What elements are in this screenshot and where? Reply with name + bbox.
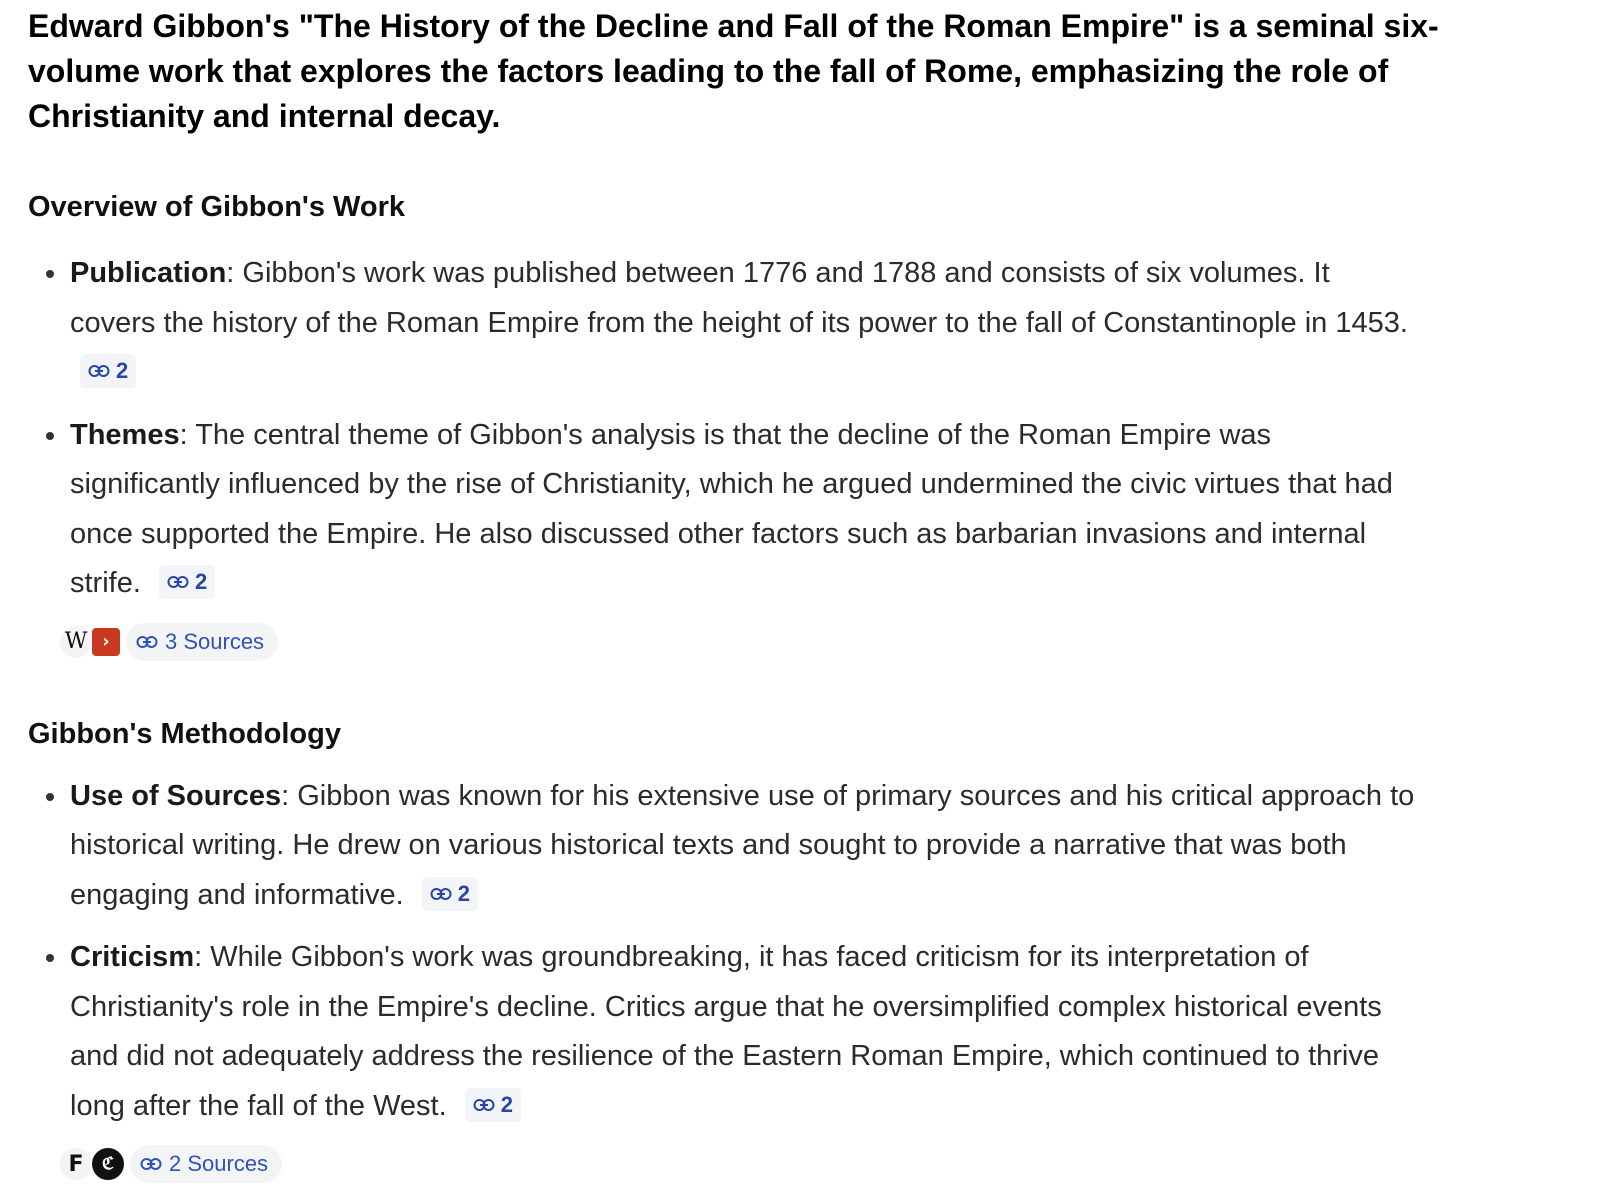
citation-button[interactable] [80, 354, 136, 388]
bullet-list-overview [28, 249, 1572, 609]
sources-row [58, 622, 1572, 662]
item-term: Criticism [70, 941, 195, 973]
item-text: : The central theme of Gibbon's analysis is that the decline of the Roman Empire was significantly influenced by the rise of Christianity, which he argued undermined the civic virtues that had once supported the Empire. He also discussed other factors such as barbarian invasions and internal strife. [70, 418, 1393, 599]
sources-button[interactable] [126, 623, 278, 661]
item-text: : Gibbon was known for his extensive use of primary sources and his critical approach to historical writing. He drew on various historical texts and sought to provide a narrative that was both engaging and informative. [70, 779, 1415, 911]
list-item [28, 772, 1415, 921]
link-icon [136, 635, 158, 649]
item-text: : Gibbon's work was published between 1776 and 1788 and consists of six volumes. It covers the history of the Roman Empire from the height of its power to the fall of Constantinople in 1453. [70, 257, 1408, 339]
f-logo-icon[interactable]: F [58, 1146, 94, 1182]
link-icon [430, 887, 452, 901]
sources-row [58, 1144, 1572, 1184]
link-icon [167, 575, 189, 589]
citation-button[interactable] [422, 877, 478, 911]
bullet-list-methodology [28, 772, 1572, 1132]
citation-count: 2 [500, 1091, 513, 1117]
sources-label: 2 Sources [169, 1151, 269, 1176]
citation-button[interactable] [465, 1088, 521, 1122]
item-text: : While Gibbon's work was groundbreaking, it has faced criticism for its interpretation of Christianity's role in the Empire's decline. Critics argue that he oversimplified complex historical events and did not adequately address the resilience of the Eastern Roman Empire, which continued to thrive long after the fall of the West. [70, 941, 1382, 1122]
citation-count: 2 [116, 358, 129, 383]
section-title-overview: Overview of Gibbon's Work [28, 191, 405, 223]
dark-circle-logo-icon[interactable]: ℭ [90, 1146, 126, 1182]
sources-button[interactable] [130, 1145, 282, 1183]
link-icon [140, 1157, 162, 1171]
item-term: Themes [70, 418, 180, 451]
link-icon [88, 364, 110, 378]
list-item [28, 411, 1415, 609]
answer-summary: Edward Gibbon's "The History of the Decline and Fall of the Roman Empire" is a seminal six-volume work that explores the factors leading to the fall of Rome, emphasizing the role of Christianity and internal decay. [28, 8, 1439, 134]
item-term: Use of Sources [70, 779, 282, 812]
citation-button[interactable] [159, 565, 215, 599]
list-item [28, 249, 1415, 398]
sources-label: 3 Sources [165, 628, 265, 654]
citation-count: 2 [194, 569, 208, 594]
item-term: Publication [70, 257, 227, 289]
list-item [28, 933, 1415, 1131]
link-icon [473, 1098, 495, 1112]
citation-count: 2 [457, 880, 471, 906]
section-title-methodology: Gibbon's Methodology [28, 717, 341, 750]
wikipedia-icon[interactable]: W [58, 624, 94, 660]
red-logo-icon[interactable]: › [90, 626, 122, 658]
